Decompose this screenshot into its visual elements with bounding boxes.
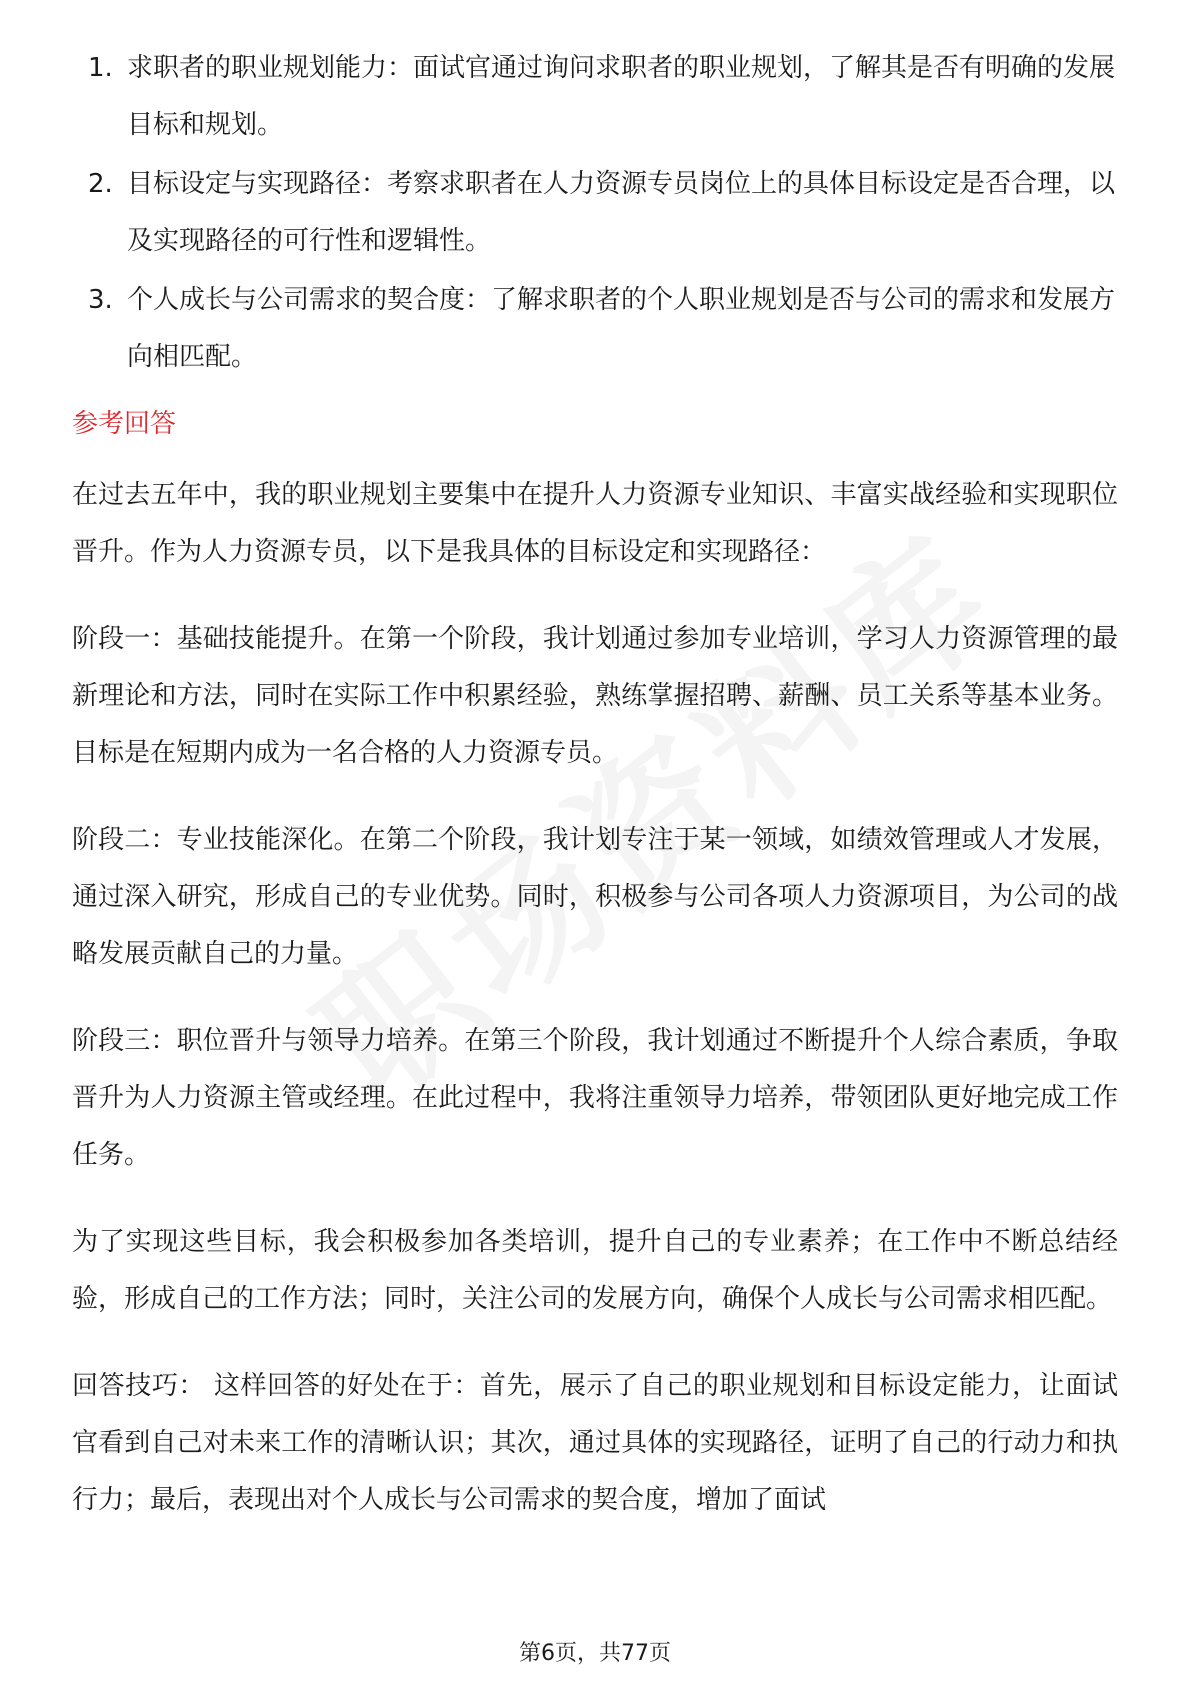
page-footer: 第6页，共77页 (519, 1641, 671, 1666)
paragraph: 阶段二：专业技能深化。在第二个阶段，我计划专注于某一领域，如绩效管理或人才发展，通过深入研究，形成自己的专业优势。同时，积极参与公司各项人力资源项目，为公司的战略发展贡献自己的力量。 (72, 825, 1118, 969)
answer-heading: 参考回答 (72, 409, 177, 439)
paragraph: 回答技巧： 这样回答的好处在于：首先，展示了自己的职业规划和目标设定能力，让面试官看到自己对未来工作的清晰认识；其次，通过具体的实现路径，证明了自己的行动力和执行力；最后，表现出对个人成长与公司需求的契合度，增加了面试 (72, 1371, 1118, 1515)
list-number: 1. (88, 53, 113, 83)
list-text: 求职者的职业规划能力：面试官通过询问求职者的职业规划，了解其是否有明确的发展目标和规划。 (127, 53, 1116, 140)
paragraph: 在过去五年中，我的职业规划主要集中在提升人力资源专业知识、丰富实战经验和实现职位晋升。作为人力资源专员，以下是我具体的目标设定和实现路径： (72, 480, 1118, 567)
list-number: 2. (88, 169, 113, 199)
page-content (72, 40, 1118, 1559)
list-number: 3. (88, 285, 113, 315)
list-item (72, 40, 1118, 154)
paragraph: 阶段三：职位晋升与领导力培养。在第三个阶段，我计划通过不断提升个人综合素质，争取晋升为人力资源主管或经理。在此过程中，我将注重领导力培养，带领团队更好地完成工作任务。 (72, 1026, 1118, 1170)
paragraph: 阶段一：基础技能提升。在第一个阶段，我计划通过参加专业培训，学习人力资源管理的最新理论和方法，同时在实际工作中积累经验，熟练掌握招聘、薪酬、员工关系等基本业务。目标是在短期内成为一名合格的人力资源专员。 (72, 624, 1118, 768)
list-text: 目标设定与实现路径：考察求职者在人力资源专员岗位上的具体目标设定是否合理，以及实现路径的可行性和逻辑性。 (127, 169, 1116, 256)
list-item (72, 156, 1118, 270)
list-text: 个人成长与公司需求的契合度：了解求职者的个人职业规划是否与公司的需求和发展方向相匹配。 (127, 285, 1116, 372)
paragraph: 为了实现这些目标，我会积极参加各类培训，提升自己的专业素养；在工作中不断总结经验，形成自己的工作方法；同时，关注公司的发展方向，确保个人成长与公司需求相匹配。 (72, 1227, 1118, 1314)
list-item (72, 272, 1118, 386)
criteria-list (72, 40, 1118, 386)
